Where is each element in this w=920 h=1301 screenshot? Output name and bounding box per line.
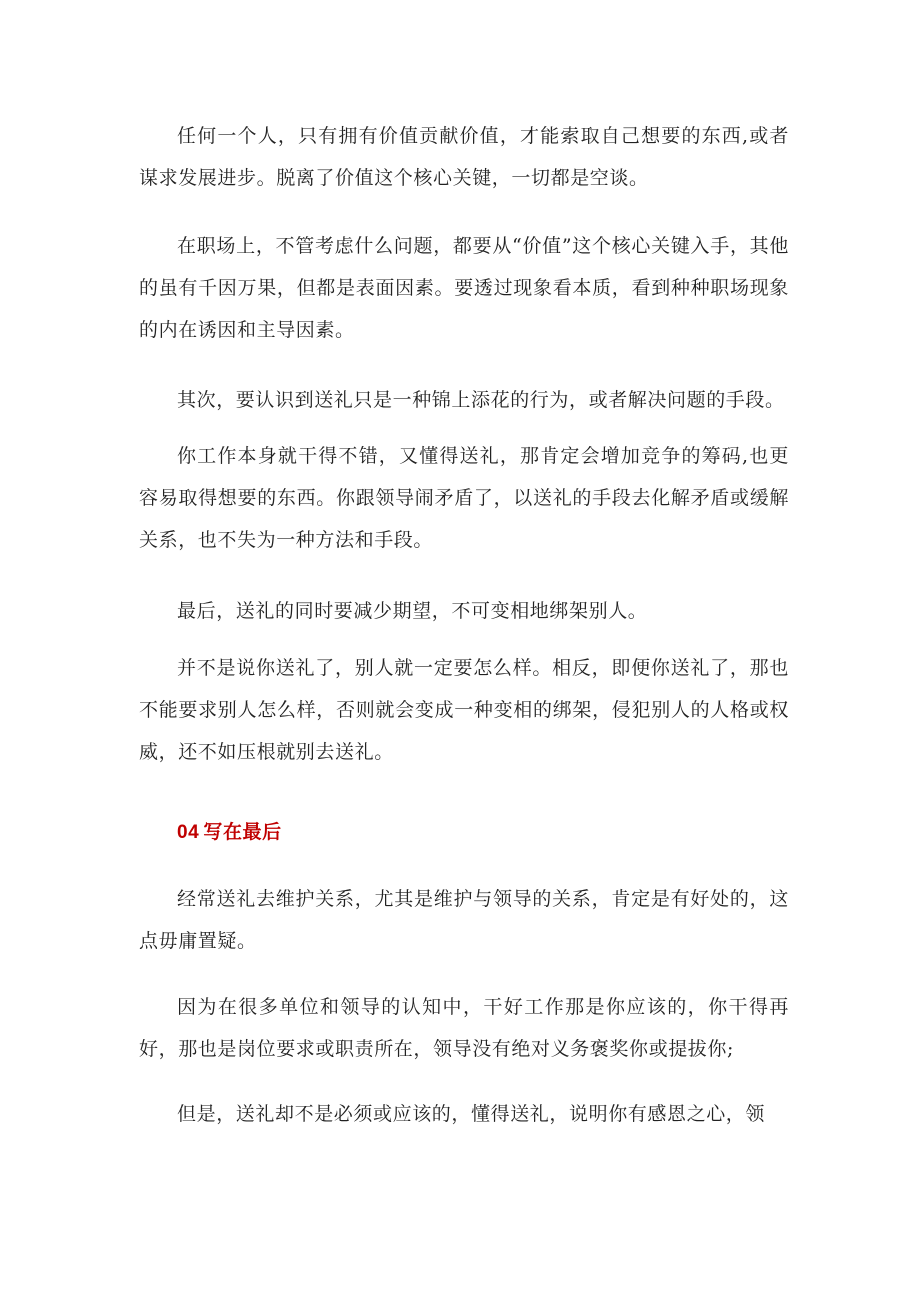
section-number: 04 xyxy=(177,822,200,843)
section-heading xyxy=(177,811,282,854)
paragraph-maintain-relations: 经常送礼去维护关系，尤其是维护与领导的关系，肯定是有好处的，这点毋庸置疑。 xyxy=(139,888,789,952)
paragraph-value-premise: 任何一个人，只有拥有价值贡献价值，才能索取自己想要的东西,或者谋求发展进步。脱离了价值这个核心关键，一切都是空谈。 xyxy=(139,125,789,189)
paragraph-workplace-value: 在职场上，不管考虑什么问题，都要从“价值”这个核心关键入手，其他的虽有千因万果，但都是表面因素。要透过现象看本质，看到种种职场现象的内在诱因和主导因素。 xyxy=(139,235,789,341)
paragraph-work-and-gift: 你工作本身就干得不错，又懂得送礼，那肯定会增加竞争的筹码,也更容易取得想要的东西。你跟领导闹矛盾了，以送礼的手段去化解矛盾或缓解关系，也不失为一种方法和手段。 xyxy=(139,445,789,551)
paragraph-leader-cognition: 因为在很多单位和领导的认知中，干好工作那是你应该的，你干得再好，那也是岗位要求或职责所在，领导没有绝对义务褒奖你或提拔你; xyxy=(139,996,789,1060)
paragraph-no-coercion: 并不是说你送礼了，别人就一定要怎么样。相反，即便你送礼了，那也不能要求别人怎么样，否则就会变成一种变相的绑架，侵犯别人的人格或权威，还不如压根就别去送礼。 xyxy=(139,657,789,763)
section-title: 写在最后 xyxy=(203,821,282,843)
paragraph-gift-as-means: 其次，要认识到送礼只是一种锦上添花的行为，或者解决问题的手段。 xyxy=(177,389,785,411)
paragraph-reduce-expectations: 最后，送礼的同时要减少期望，不可变相地绑架别人。 xyxy=(177,600,648,622)
paragraph-gratitude: 但是，送礼却不是必须或应该的，懂得送礼，说明你有感恩之心，领 xyxy=(177,1103,766,1125)
